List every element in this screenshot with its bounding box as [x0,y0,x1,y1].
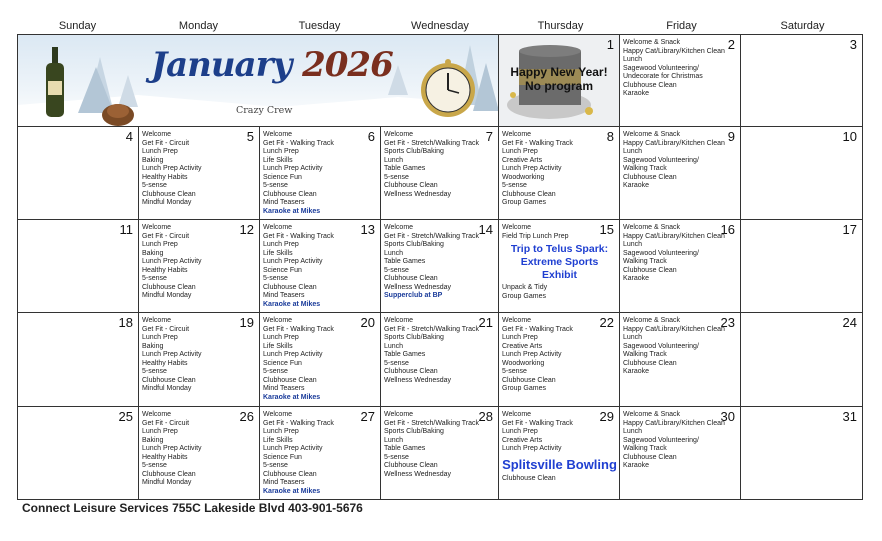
activity-item: Welcome [142,317,172,324]
bottle-neck-shape [52,47,58,63]
activity-item: Welcome [502,224,532,231]
day-number: 19 [239,315,254,330]
activity-list [263,317,378,402]
activity-item: Get Fit - Circuit [142,139,190,147]
activity-list [142,411,257,488]
activity-item: Wellness Wednesday [384,190,452,198]
activity-item: Happy Cat/Library/Kitchen Clean [623,139,725,147]
day-number: 16 [720,222,735,237]
day-number: 28 [478,409,493,424]
activity-item: Lunch Prep [142,428,178,435]
day-number: 24 [842,315,857,330]
activity-item: Mindful Monday [142,292,192,299]
day-number: 6 [367,129,375,144]
activity-item: Lunch Prep Activity [502,351,562,358]
activity-item: Unpack & Tidy [502,284,548,291]
activity-item: Clubhouse Clean [384,182,438,189]
activity-item: Clubhouse Clean [502,376,556,384]
activity-list [623,131,738,191]
day-number: 14 [478,222,493,237]
activity-item: Lunch Prep [502,428,538,435]
holiday-subtitle: No program [524,79,593,93]
activity-item: 5-sense [384,266,409,274]
activity-item: Welcome [263,317,293,324]
activity-item: Clubhouse Clean [142,470,196,478]
activity-item: Walking Track [623,258,667,265]
day-number: 11 [119,222,133,237]
activity-list [384,224,496,301]
day-number: 23 [720,315,735,330]
activity-item: Group Games [502,199,546,206]
activity-item: Baking [142,436,164,444]
activity-item: Welcome [502,317,532,324]
activity-item: Walking Track [623,445,667,452]
activity-item: Clubhouse Clean [623,266,677,274]
activity-item: Field Trip Lunch Prep [502,232,569,240]
activity-item: Lunch [384,249,404,257]
day-cell-2 [620,35,741,127]
activity-item: Clubhouse Clean [384,368,438,375]
activity-item: Healthy Habits [142,359,188,367]
day-number: 7 [485,129,493,144]
activity-item: Wellness Wednesday [384,470,452,478]
holiday-title: Happy New Year! [510,65,608,79]
activity-item: 5-sense [384,359,409,367]
activity-item: Lunch Prep Activity [502,165,562,172]
activity-item: Sports Club/Baking [384,334,444,341]
activity-item: Science Fun [263,359,302,367]
day-number: 5 [246,129,254,144]
activity-item: Lunch Prep Activity [263,351,323,358]
activity-item: Life Skills [263,342,293,350]
day-cell-6 [260,127,381,220]
day-cell-1 [499,35,620,127]
activity-item: Creative Arts [502,156,543,164]
activity-item: Wellness Wednesday [384,376,452,384]
day-number: 29 [599,409,614,424]
activity-item: Lunch Prep Activity [142,351,202,358]
activity-item: Lunch Prep [263,148,299,155]
activity-item: 5-sense [142,368,167,375]
activity-item: Welcome [384,411,414,418]
activity-item: 5-sense [384,173,409,181]
activity-item: Undecorate for Christmas [623,73,703,80]
activity-item: Trip to Telus Spark: Extreme Sports Exhibit [510,243,609,281]
day-number: 15 [599,222,614,237]
day-cell-23 [620,313,741,407]
activity-item: Lunch Prep Activity [502,445,562,452]
activity-item: Clubhouse Clean [142,190,196,198]
activity-item: Lunch Prep Activity [263,165,323,172]
activity-item: Mindful Monday [142,385,192,392]
activity-item: Welcome [384,224,414,231]
activity-item: Clubhouse Clean [623,173,677,181]
activity-item: Lunch Prep Activity [142,165,202,172]
weekday-wednesday: Wednesday [411,20,469,32]
day-cell-11 [18,220,139,313]
day-number: 3 [849,37,857,52]
activity-item: Welcome [263,224,293,231]
activity-item: Clubhouse Clean [384,275,438,282]
activity-item: Clubhouse Clean [623,359,677,367]
activity-item: Clubhouse Clean [142,283,196,291]
activity-item: Life Skills [263,249,293,257]
activity-item: Creative Arts [502,436,543,444]
weekday-thursday: Thursday [537,20,584,32]
activity-item: Baking [142,156,164,164]
activity-item: Table Games [384,445,426,452]
activity-item: Get Fit - Walking Track [263,232,334,240]
activity-item: Woodworking [502,173,545,181]
activity-item: Mind Teasers [263,292,305,299]
day-number: 13 [360,222,375,237]
activity-item: Life Skills [263,156,293,164]
day-number: 17 [842,222,857,237]
activity-list [502,224,617,301]
activity-item: Lunch Prep [142,148,178,155]
activity-item: Sagewood Volunteering/ [623,64,699,72]
activity-item: Science Fun [263,266,302,274]
day-number: 12 [239,222,254,237]
activity-list [263,131,378,216]
day-number: 18 [118,315,133,330]
day-cell-5 [139,127,260,220]
day-number: 26 [239,409,254,424]
activity-item: Sagewood Volunteering/ [623,156,699,164]
activity-item: Group Games [502,292,546,300]
activity-item: Welcome & Snack [623,411,681,418]
day-number: 1 [606,37,614,52]
day-cell-8 [499,127,620,220]
activity-item: Baking [142,249,164,257]
activity-item: Lunch Prep Activity [142,258,202,265]
activity-item: Sagewood Volunteering/ [623,342,699,350]
weekday-friday: Friday [666,20,697,32]
activity-list [263,224,378,309]
activity-item: Lunch [623,334,643,341]
activity-item: Welcome [142,411,172,418]
weekday-monday: Monday [178,20,219,32]
activity-item: Welcome [502,131,532,138]
activity-item: Splitsville Bowling [502,456,617,472]
activity-list [623,411,738,471]
activity-item: Welcome [384,131,414,138]
activity-item: Mindful Monday [142,479,192,486]
activity-item: Lunch Prep [263,428,299,435]
activity-item: Sports Club/Baking [384,428,444,435]
day-cell-29 [499,407,620,500]
activity-item: Clubhouse Clean [623,81,677,89]
activity-item: Get Fit - Circuit [142,325,190,333]
activity-item: Lunch Prep Activity [263,258,323,265]
banner-subtitle: Crazy Crew [236,105,293,116]
activity-item: Lunch [623,428,643,435]
activity-item: Welcome & Snack [623,317,681,324]
activity-item: Welcome [142,224,172,231]
activity-item: Clubhouse Clean [263,190,317,198]
activity-item: Get Fit - Walking Track [502,139,573,147]
activity-list [502,317,617,394]
day-cell-22 [499,313,620,407]
activity-list [502,131,617,208]
activity-item: Get Fit - Stretch/Walking Track [384,139,480,147]
activity-item: Welcome [263,131,293,138]
activity-item: Welcome & Snack [623,224,681,231]
day-cell-20 [260,313,381,407]
weekday-saturday: Saturday [780,20,825,32]
activity-item: Clubhouse Clean [502,190,556,198]
holiday-notice [499,65,619,93]
activity-item: Welcome & Snack [623,39,681,46]
activity-item: Karaoke at Mikes [263,393,321,401]
activity-list [384,131,496,199]
activity-item: Karaoke at Mikes [263,207,321,215]
activity-item: Mind Teasers [263,385,305,392]
activity-item: Clubhouse Clean [502,474,556,482]
activity-item: 5-sense [502,368,527,375]
activity-item: Clubhouse Clean [263,283,317,291]
activity-item: Healthy Habits [142,453,188,461]
activity-item: Sagewood Volunteering/ [623,436,699,444]
activity-item: 5-sense [142,275,167,282]
activity-item: Karaoke [623,90,650,97]
banner-month: January [151,45,292,85]
activity-item: Lunch Prep [263,334,299,341]
activity-item: Clubhouse Clean [263,470,317,478]
day-number: 22 [599,315,614,330]
activity-item: Karaoke [623,182,650,189]
day-number: 31 [842,409,857,424]
activity-item: Get Fit - Stretch/Walking Track [384,232,480,240]
day-number: 9 [727,129,735,144]
activity-item: Lunch Prep [502,334,538,341]
activity-item: Clubhouse Clean [142,376,196,384]
day-cell-13 [260,220,381,313]
activity-item: Get Fit - Circuit [142,419,190,427]
activity-item: Walking Track [623,351,667,358]
activity-item: Karaoke at Mikes [263,487,321,495]
activity-item: Lunch Prep Activity [263,445,323,452]
activity-item: Lunch Prep [263,241,299,248]
day-cell-27 [260,407,381,500]
activity-item: 5-sense [263,368,288,375]
activity-item: Mind Teasers [263,199,305,206]
activity-list [142,224,257,301]
day-number: 21 [478,315,493,330]
activity-item: Science Fun [263,173,302,181]
day-cell-17 [741,220,862,313]
activity-item: Karaoke at Mikes [263,300,321,308]
day-cell-14 [381,220,499,313]
activity-item: Woodworking [502,359,545,367]
day-cell-19 [139,313,260,407]
day-cell-16 [620,220,741,313]
activity-list [263,411,378,496]
activity-item: Lunch Prep [502,148,538,155]
day-number: 30 [720,409,735,424]
activity-item: Walking Track [623,165,667,172]
day-number: 4 [125,129,133,144]
day-cell-4 [18,127,139,220]
activity-item: Table Games [384,258,426,265]
banner-title [151,45,393,85]
activity-item: Get Fit - Walking Track [263,139,334,147]
activity-item: Lunch Prep [142,334,178,341]
activity-item: Get Fit - Stretch/Walking Track [384,325,480,333]
activity-item: Lunch [384,156,404,164]
january-banner [18,35,499,127]
activity-item: Healthy Habits [142,173,188,181]
activity-item: Sports Club/Baking [384,241,444,248]
activity-item: Baking [142,342,164,350]
activity-list [502,411,617,483]
day-cell-15 [499,220,620,313]
activity-item: Welcome [384,317,414,324]
activity-item: Get Fit - Walking Track [502,419,573,427]
weekday-sunday: Sunday [58,20,97,32]
day-number: 8 [606,129,614,144]
day-number: 25 [118,409,133,424]
activity-item: Clubhouse Clean [384,462,438,469]
activity-item: Get Fit - Walking Track [502,325,573,333]
activity-item: 5-sense [142,182,167,189]
activity-list [384,411,496,479]
day-cell-7 [381,127,499,220]
activity-item: Welcome [142,131,172,138]
activity-list [142,317,257,394]
activity-item: 5-sense [263,462,288,469]
activity-item: Table Games [384,351,426,358]
activity-item: Lunch Prep [142,241,178,248]
activity-item: Welcome & Snack [623,131,681,138]
activity-item: Creative Arts [502,342,543,350]
activity-item: Lunch [623,56,643,63]
activity-item: Happy Cat/Library/Kitchen Clean [623,325,725,333]
day-cell-24 [741,313,862,407]
activity-item: 5-sense [263,275,288,282]
activity-item: 5-sense [502,182,527,189]
activity-item: Lunch Prep Activity [142,445,202,452]
activity-item: Healthy Habits [142,266,188,274]
footer-contact: Connect Leisure Services 755C Lakeside Blvd 403-901-5676 [22,501,363,515]
activity-item: Science Fun [263,453,302,461]
activity-item: Mind Teasers [263,479,305,486]
weekday-tuesday: Tuesday [298,20,341,32]
activity-item: Clubhouse Clean [263,376,317,384]
day-cell-25 [18,407,139,500]
activity-item: Happy Cat/Library/Kitchen Clean [623,419,725,427]
day-cell-10 [741,127,862,220]
activity-item: Get Fit - Stretch/Walking Track [384,419,480,427]
day-cell-26 [139,407,260,500]
day-number: 27 [360,409,375,424]
activity-item: Supperclub at BP [384,292,443,299]
activity-list [623,39,738,99]
activity-item: 5-sense [142,462,167,469]
activity-item: Get Fit - Walking Track [263,419,334,427]
activity-item: Wellness Wednesday [384,283,452,291]
activity-item: Get Fit - Walking Track [263,325,334,333]
activity-item: Mindful Monday [142,199,192,206]
activity-list [623,317,738,377]
day-number: 10 [842,129,857,144]
calendar-grid [17,34,863,500]
activity-item: Welcome [263,411,293,418]
activity-item: Lunch [623,148,643,155]
day-cell-12 [139,220,260,313]
activity-item: Welcome [502,411,532,418]
day-number: 2 [727,37,735,52]
activity-item: Happy Cat/Library/Kitchen Clean [623,232,725,240]
day-cell-3 [741,35,862,127]
activity-item: Lunch [384,342,404,350]
day-cell-18 [18,313,139,407]
activity-item: Clubhouse Clean [623,453,677,461]
activity-item: Sagewood Volunteering/ [623,249,699,257]
activity-item: Lunch [384,436,404,444]
activity-list [142,131,257,208]
banner-year: 2026 [302,45,393,85]
day-cell-9 [620,127,741,220]
day-cell-30 [620,407,741,500]
activity-item: Lunch [623,241,643,248]
activity-item: Karaoke [623,275,650,282]
activity-item: Sports Club/Baking [384,148,444,155]
activity-item: Karaoke [623,368,650,375]
activity-item: Karaoke [623,462,650,469]
day-number: 20 [360,315,375,330]
activity-item: 5-sense [263,182,288,189]
activity-item: Life Skills [263,436,293,444]
day-cell-21 [381,313,499,407]
activity-item: Happy Cat/Library/Kitchen Clean [623,47,725,55]
activity-list [623,224,738,284]
day-cell-31 [741,407,862,500]
activity-item: Group Games [502,385,546,392]
activity-list [384,317,496,385]
activity-item: Table Games [384,165,426,172]
activity-item: 5-sense [384,453,409,461]
day-cell-28 [381,407,499,500]
activity-item: Get Fit - Circuit [142,232,190,240]
